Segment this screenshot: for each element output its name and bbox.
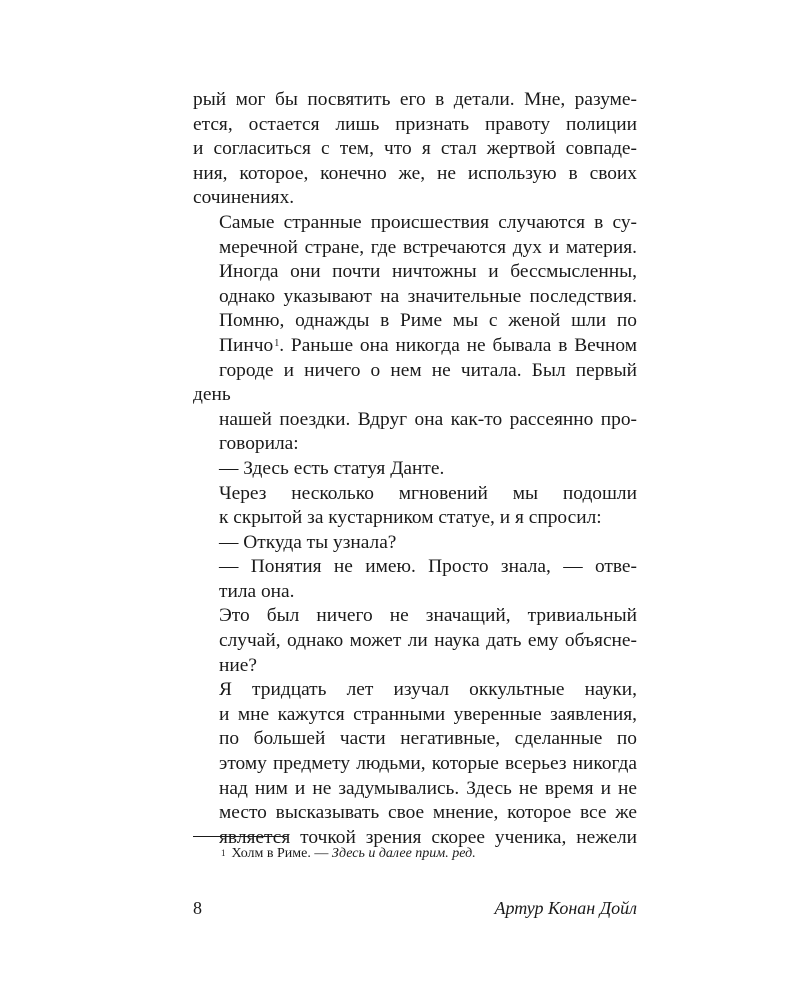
text-line: — Здесь есть статуя Данте.	[219, 457, 445, 479]
footnote-divider	[193, 836, 287, 837]
text-line: Помню, однажды в Риме мы с женой шли по	[219, 310, 637, 332]
footnote-number: 1	[221, 848, 226, 858]
page-number: 8	[193, 898, 202, 918]
text-line: сочинениях.	[193, 187, 295, 209]
running-title: Артур Конан Дойл	[494, 898, 637, 918]
text-line: однако указывают на значительные последствия.	[219, 285, 637, 307]
text-line: Через несколько мгновений мы подошли	[219, 482, 637, 504]
text-line: случай, однако может ли наука дать ему объясне-	[219, 630, 637, 652]
footnote-italic-text: Здесь и далее прим. ред.	[331, 846, 476, 861]
paragraph	[193, 457, 637, 482]
footnote-reference: 1	[274, 337, 280, 349]
text-line: место высказывать свое мнение, которое все же	[219, 802, 637, 824]
text-line: Я тридцать лет изучал оккультные науки,	[219, 679, 637, 701]
text-line: и согласиться с тем, что я стал жертвой совпаде-	[193, 138, 637, 160]
text-line: Иногда они почти ничтожны и бессмысленны,	[219, 261, 637, 283]
text-line: Самые странные происшествия случаются в су-	[219, 211, 637, 233]
text-line: меречной стране, где встречаются дух и материя.	[219, 236, 637, 258]
text-line: над ним и не задумывались. Здесь не время и не	[219, 777, 637, 799]
text-line: — Понятия не имею. Просто знала, — отве-	[219, 556, 637, 578]
text-fragment: Пинчо	[219, 334, 274, 356]
text-line	[193, 334, 637, 359]
text-line: городе и ничего о нем не читала. Был первый день	[193, 359, 637, 406]
text-line: ния, которое, конечно же, не использую в своих	[193, 162, 637, 184]
footnote	[221, 845, 476, 863]
paragraph	[193, 555, 637, 604]
text-line: этому предмету людьми, которые всерьез никогда	[219, 753, 637, 775]
paragraph	[193, 531, 637, 556]
paragraph	[193, 482, 637, 531]
text-line: ние?	[219, 654, 257, 676]
text-line: является точкой зрения скорее ученика, нежели	[219, 826, 637, 848]
paragraph	[193, 678, 637, 850]
text-line: к скрытой за кустарником статуе, и я спросил:	[219, 507, 602, 529]
paragraph	[193, 88, 637, 211]
paragraph	[193, 604, 637, 678]
text-line: — Откуда ты узнала?	[219, 531, 397, 553]
text-line: тила она.	[219, 580, 295, 602]
paragraph	[193, 211, 637, 457]
text-fragment: . Раньше она никогда не бывала в Вечном	[279, 334, 637, 356]
footnote-text: Холм в Риме. —	[231, 846, 332, 861]
text-line: по большей части негативные, сделанные по	[219, 728, 637, 750]
body-text	[193, 88, 637, 850]
text-line: и мне кажутся странными уверенные заявления,	[219, 703, 637, 725]
text-line: рый мог бы посвятить его в детали. Мне, разуме-	[193, 89, 637, 110]
text-line: ется, остается лишь признать правоту полиции	[193, 113, 637, 135]
text-line: говорила:	[219, 433, 299, 455]
text-line: нашей поездки. Вдруг она как-то рассеянно про-	[219, 408, 637, 430]
text-line: Это был ничего не значащий, тривиальный	[219, 605, 637, 627]
